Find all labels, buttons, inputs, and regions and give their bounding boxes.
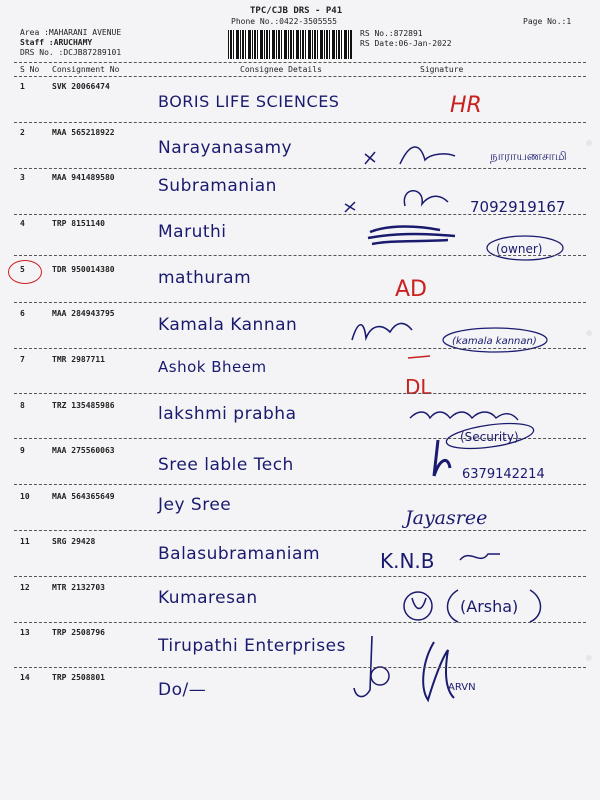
- row-8-consignment: TRZ 135485986: [52, 401, 115, 410]
- row-9-consignee: Sree lable Tech: [158, 455, 294, 475]
- row-divider: [14, 622, 586, 623]
- row-4-sno: 4: [20, 219, 25, 228]
- row-13-consignment: TRP 2508796: [52, 628, 105, 637]
- row-8-sno: 8: [20, 401, 25, 410]
- row-6-consignment: MAA 284943795: [52, 309, 115, 318]
- row-6-sno: 6: [20, 309, 25, 318]
- row-5-consignee: mathuram: [158, 268, 252, 288]
- row-4-consignee: Maruthi: [158, 222, 227, 242]
- row-3-sig-text: 7092919167: [470, 198, 566, 216]
- sheet-title: TPC/CJB DRS - P41: [250, 6, 343, 16]
- row-14-consignee: Do/—: [158, 680, 207, 700]
- header-divider: [14, 62, 586, 63]
- col-header-signature: Signature: [420, 65, 464, 74]
- row-5-sig-text: AD: [395, 277, 427, 302]
- phone-number: Phone No.:0422-3505555: [231, 17, 337, 26]
- col-header-consignment: Consignment No: [52, 65, 120, 74]
- row-8-sig-text: (Security): [460, 430, 519, 444]
- row-6-consignee: Kamala Kannan: [158, 315, 298, 335]
- row-14-consignment: TRP 2508801: [52, 673, 105, 682]
- row-6-sig-text: (kamala kannan): [452, 336, 537, 347]
- row-8-consignee: lakshmi prabha: [158, 404, 297, 424]
- row-11-consignment: SRG 29428: [52, 537, 96, 546]
- area-label: Area :MAHARANI AVENUE: [20, 28, 122, 37]
- staff-label: Staff :ARUCHAMY: [20, 38, 93, 47]
- row-3-consignee: Subramanian: [158, 176, 277, 196]
- row-divider: [14, 393, 586, 394]
- row-divider: [14, 348, 586, 349]
- row-9-sig-text: 6379142214: [462, 467, 545, 482]
- row-14-sig-text: ARVN: [448, 682, 476, 693]
- row-4-consignment: TRP 8151140: [52, 219, 105, 228]
- row-7-sig-text: DL: [405, 375, 432, 399]
- row-divider: [14, 214, 586, 215]
- row-12-consignment: MTR 2132703: [52, 583, 105, 592]
- row-divider: [14, 576, 586, 577]
- row-10-sig-text: Jayasree: [405, 507, 488, 529]
- row-12-sig-text: (Arsha): [460, 597, 519, 616]
- row-5-sno: 5: [20, 265, 25, 274]
- row-divider: [14, 302, 586, 303]
- row-3-sno: 3: [20, 173, 25, 182]
- row-14-sno: 14: [20, 673, 30, 682]
- row-divider: [14, 530, 586, 531]
- row-divider: [14, 484, 586, 485]
- row-divider: [14, 667, 586, 668]
- row-1-sig-text: HR: [450, 93, 482, 118]
- rs-date: RS Date:06-Jan-2022: [360, 39, 452, 48]
- punch-hole: [586, 140, 592, 146]
- row-11-sig-text: K.N.B: [380, 549, 435, 573]
- row-10-consignment: MAA 564365649: [52, 492, 115, 501]
- punch-hole: [586, 655, 592, 661]
- row-11-sno: 11: [20, 537, 30, 546]
- row-1-consignment: SVK 20066474: [52, 82, 110, 91]
- col-header-consignee: Consignee Details: [240, 65, 322, 74]
- row-divider: [14, 122, 586, 123]
- rs-number: RS No.:872891: [360, 29, 423, 38]
- row-5-consignment: TDR 950014380: [52, 265, 115, 274]
- row-10-consignee: Jey Sree: [158, 495, 232, 515]
- row-7-sno: 7: [20, 355, 25, 364]
- page-number: Page No.:1: [523, 17, 572, 26]
- row-2-consignee: Narayanasamy: [158, 138, 293, 158]
- row-divider: [14, 255, 586, 256]
- col-header-sno: S No: [20, 65, 40, 74]
- drs-number: DRS No. :DCJB87289101: [20, 48, 122, 57]
- row-11-consignee: Balasubramaniam: [158, 544, 321, 564]
- row-divider: [14, 168, 586, 169]
- row-7-consignment: TMR 2987711: [52, 355, 105, 364]
- row-12-consignee: Kumaresan: [158, 588, 258, 608]
- row-13-sno: 13: [20, 628, 30, 637]
- column-header-divider: [14, 76, 586, 77]
- row-2-sig-text: நாராயணசாமி: [490, 149, 567, 163]
- row-2-consignment: MAA 565218922: [52, 128, 115, 137]
- row-8-9-signature: [330, 398, 590, 488]
- row-2-sno: 2: [20, 128, 25, 137]
- row-9-sno: 9: [20, 446, 25, 455]
- row-13-14-signature: [330, 628, 590, 718]
- row-1-sno: 1: [20, 82, 25, 91]
- row-4-sig-text: (owner): [496, 242, 543, 256]
- punch-hole: [586, 330, 592, 336]
- row-3-consignment: MAA 941489580: [52, 173, 115, 182]
- row-10-sno: 10: [20, 492, 30, 501]
- row-5-highlight-circle: [8, 260, 42, 284]
- row-7-consignee: Ashok Bheem: [158, 358, 267, 376]
- row-12-sno: 12: [20, 583, 30, 592]
- row-9-consignment: MAA 275560063: [52, 446, 115, 455]
- barcode: [228, 30, 352, 59]
- row-1-consignee: BORIS LIFE SCIENCES: [158, 92, 340, 111]
- row-13-consignee: Tirupathi Enterprises: [158, 636, 346, 656]
